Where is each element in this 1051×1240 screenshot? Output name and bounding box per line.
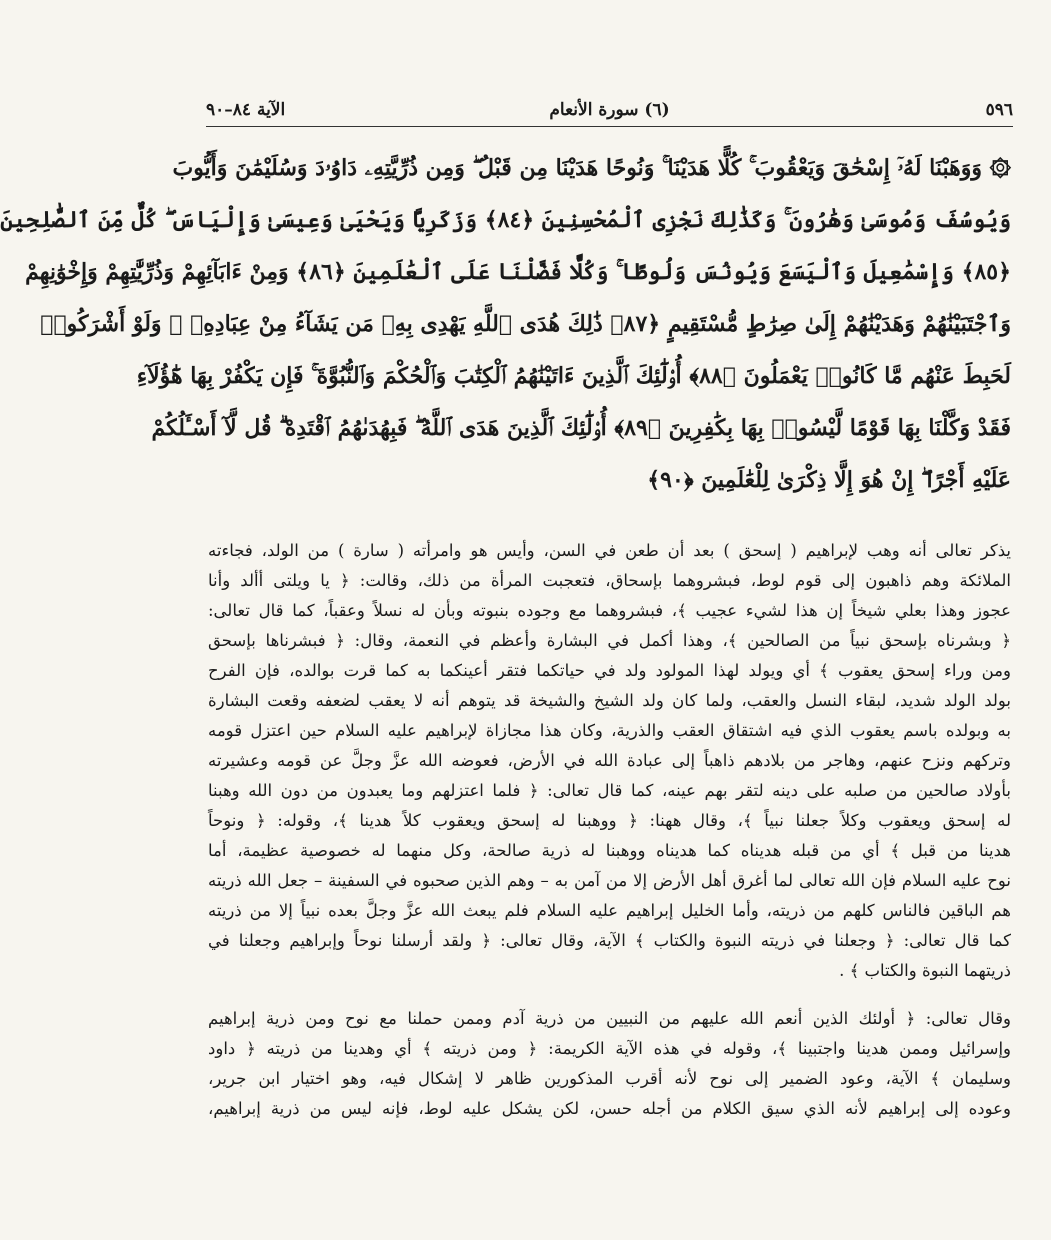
commentary-line: كما قال تعالى: ﴿ وجعلنا في ذريته النبوة والكتاب ﴾ الآية، وقال تعالى: ﴿ ولقد أرسلنا نوحاً وإبراهيم وجعلنا في [208,931,1011,950]
commentary-line: وسليمان ﴾ الآية، وعود الضمير إلى نوح لأنه أقرب المذكورين ظاهر لا إشكال فيه، وهو اختيار ابن جرير، [208,1069,1011,1088]
commentary-line: يذكر تعالى أنه وهب لإبراهيم ( إسحق ) بعد أن طعن في السن، وأيس هو وامرأته ( سارة ) من الولد، فجاءته [208,541,1011,560]
verse-line: وَيُوسُفَ وَمُوسَىٰ وَهَٰرُونَ ۚ وَكَذَٰلِكَ نَجْزِى ٱلْمُحْسِنِينَ ﴿٨٤﴾ وَزَكَرِيَّا وَيَحْيَىٰ وَعِيسَىٰ وَإِلْيَاسَ ۖ كُلٌّ مِّنَ ٱلصَّٰلِحِينَ [0,207,1011,233]
commentary-paragraph-1 [208,536,1011,986]
commentary-line: ﴿ وبشرناه بإسحق نبياً من الصالحين ﴾، وهذا أكمل في البشارة وأعظم في النعمة، وقال: ﴿ فبشرناها بإسحق [208,631,1011,650]
commentary-line: له إسحق ويعقوب وكلاً جعلنا نبياً ﴾، وقال ههنا: ﴿ ووهبنا له إسحق ويعقوب كلاً هدينا ﴾، وقوله: ﴿ ونوحاً [208,811,1011,830]
commentary-line: بولد الولد شديد، لبقاء النسل والعقب، ولما كان ولد الشيخ والشيخة قد يتوهم أنه لا يعقب لضعفه وقعت البشارة [208,691,1011,710]
commentary-line: بأولاد صالحين من صلبه على دينه لتقر بهم عينه، كما قال تعالى: ﴿ فلما اعتزلهم وما يعبدون من دون الله وهبنا [208,781,1011,800]
commentary-line: وعوده إلى إبراهيم لأنه الذي سيق الكلام من أجله حسن، لكن يشكل عليه لوط، فإنه ليس من ذرية إبراهيم، [208,1099,1011,1118]
commentary-paragraph-2 [208,1004,1011,1124]
verse-line: لَحَبِطَ عَنْهُم مَّا كَانُوا۟ يَعْمَلُونَ ﴿٨٨﴾ أُو۟لَٰٓئِكَ ٱلَّذِينَ ءَاتَيْنَٰهُمُ ٱلْكِتَٰبَ وَٱلْحُكْمَ وَٱلنُّبُوَّةَ ۚ فَإِن يَكْفُرْ بِهَا هَٰٓؤُلَآءِ [136,363,1011,389]
commentary-line: وتركهم ونزح عنهم، وهاجر من بلادهم ذاهباً إلى عبادة الله في الأرض، فعوضه الله عزَّ وجلَّ عن قومه وعشيرته [208,751,1011,770]
header-divider [206,126,1013,127]
commentary-line: به وبولده باسم يعقوب الذي فيه اشتقاق العقب والذرية، وكان هذا مجازاة لإبراهيم عليه السلام حين اعتزل قومه [208,721,1011,740]
verse-line: ﴿٨٥﴾ وَإِسْمَٰعِيلَ وَٱلْيَسَعَ وَيُونُسَ وَلُوطًا ۚ وَكُلًّا فَضَّلْنَا عَلَى ٱلْعَٰلَمِينَ ﴿٨٦﴾ وَمِنْ ءَابَآئِهِمْ وَذُرِّيَّٰتِهِمْ وَإِخْوَٰنِهِمْ [25,259,1011,285]
commentary-line: ومن وراء إسحق يعقوب ﴾ أي ويولد لهذا المولود ولد في حياتكما فتقر أعينكما به كما قرت بوالده، فإن الفرح [208,661,1011,680]
verse-line: وَٱجْتَبَيْنَٰهُمْ وَهَدَيْنَٰهُمْ إِلَىٰ صِرَٰطٍ مُّسْتَقِيمٍ ﴿٨٧﴾ ذَٰلِكَ هُدَى ٱللَّهِ يَهْدِى بِهِۦ مَن يَشَآءُ مِنْ عِبَادِهِۦ ۚ وَلَوْ أَشْرَكُوا۟ [40,311,1011,337]
quran-verses [0,142,1011,506]
verse-line: عَلَيْهِ أَجْرًا ۖ إِنْ هُوَ إِلَّا ذِكْرَىٰ لِلْعَٰلَمِينَ ﴿٩٠﴾ [647,467,1011,493]
tafsir-commentary [208,536,1011,1124]
commentary-line: وقال تعالى: ﴿ أولئك الذين أنعم الله عليهم من النبيين من ذرية آدم وممن حملنا مع نوح ومن ذرية إبراهيم [208,1009,1011,1028]
paragraph-gap [208,986,1011,1004]
commentary-line: نوح عليه السلام فإن الله تعالى لما أغرق أهل الأرض إلا من آمن به – وهم الذين صحبوه في السفينة – جعل الله ذريته [208,871,1011,890]
commentary-line: ذريتهما النبوة والكتاب ﴾ . [839,961,1011,980]
surah-title: (٦) سورة الأنعام [549,100,670,120]
commentary-line: هدينا من قبل ﴾ أي من قبله هديناه كما هديناه ووهبنا له ذرية صالحة، وكل منهما له خصوصية عظيمة، أما [208,841,1011,860]
verse-line: فَقَدْ وَكَّلْنَا بِهَا قَوْمًا لَّيْسُوا۟ بِهَا بِكَٰفِرِينَ ﴿٨٩﴾ أُو۟لَٰٓئِكَ ٱلَّذِينَ هَدَى ٱللَّهُ ۖ فَبِهُدَىٰهُمُ ٱقْتَدِهْ ۗ قُل لَّآ أَسْـَٔلُكُمْ [151,415,1011,441]
page-header [206,96,1013,126]
commentary-line: الملائكة وهم ذاهبون إلى قوم لوط، فبشروهما بإسحاق، فتعجبت المرأة من ذلك، وقالت: ﴿ يا ويلتى أألد وأنا [208,571,1011,590]
commentary-line: هم الباقين فالناس كلهم من ذريته، وأما الخليل إبراهيم عليه السلام فلم يبعث الله عزَّ وجلَّ بعده نبياً إلا من ذريته [208,901,1011,920]
commentary-line: وإسرائيل وممن هدينا واجتبينا ﴾، وقوله في هذه الآية الكريمة: ﴿ ومن ذريته ﴾ أي وهدينا من ذريته ﴿ داود [208,1039,1011,1058]
ayah-range: الآية ٨٤–٩٠ [206,100,286,120]
commentary-line: عجوز وهذا بعلي شيخاً إن هذا لشيء عجيب ﴾، فبشروهما مع وجوده بنبوته وبأن له نسلاً وعقباً، كما قال تعالى: [208,601,1011,620]
page-number: ٥٩٦ [985,100,1013,120]
verse-line: ۞ وَوَهَبْنَا لَهُۥٓ إِسْحَٰقَ وَيَعْقُوبَ ۚ كُلًّا هَدَيْنَا ۚ وَنُوحًا هَدَيْنَا مِن قَبْلُ ۖ وَمِن ذُرِّيَّتِهِۦ دَاوُۥدَ وَسُلَيْمَٰنَ وَأَيُّوبَ [172,155,1011,181]
